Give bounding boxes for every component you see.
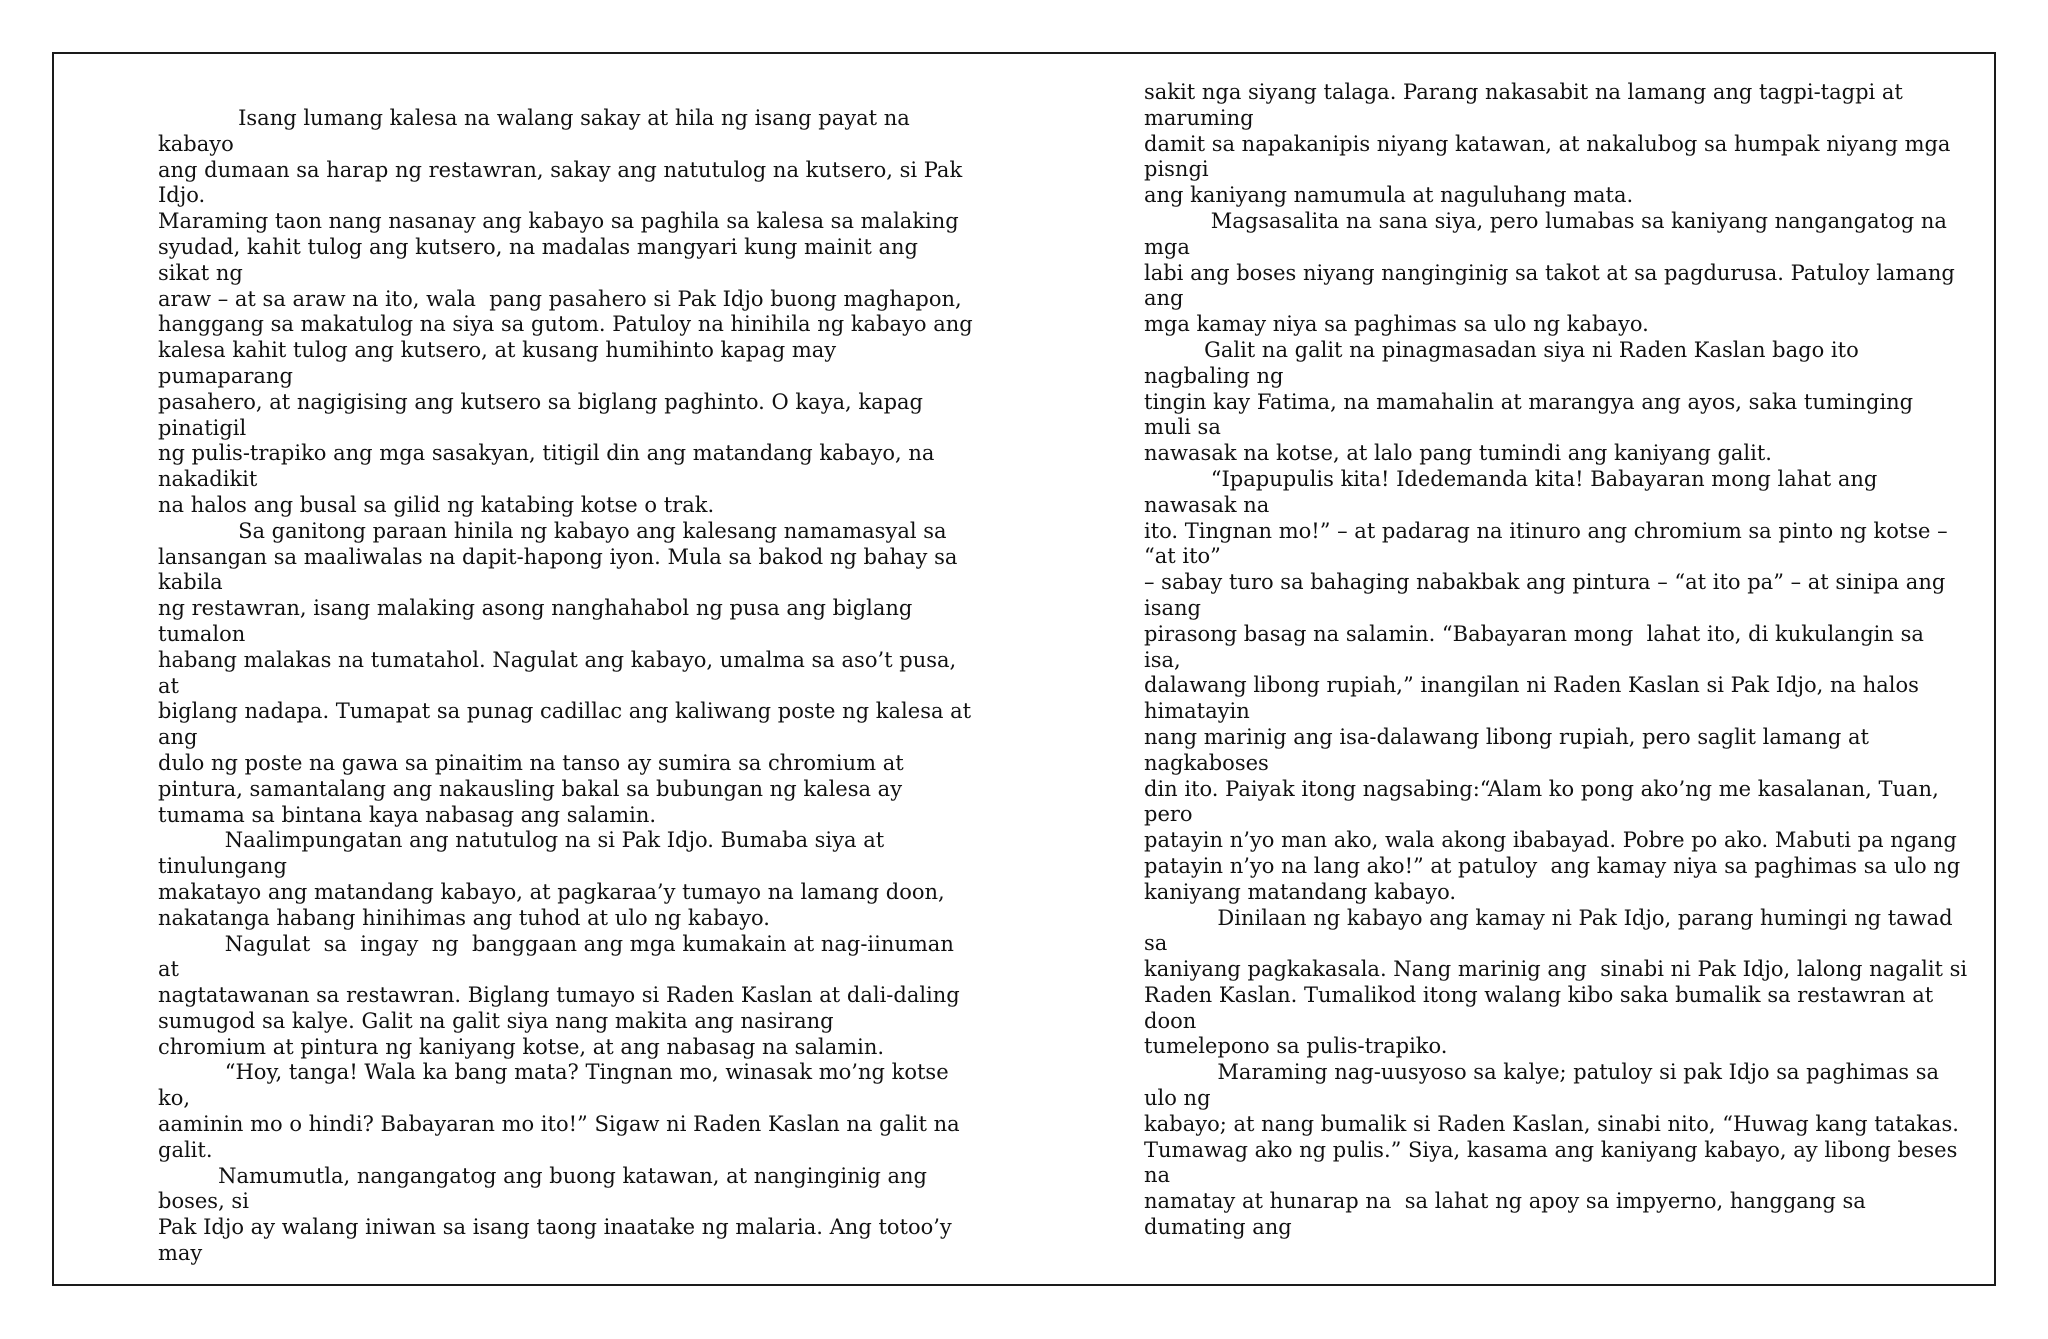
text-line: ng restawran, isang malaking asong nanghahabol ng pusa ang biglang [158,596,913,621]
text-line: Isang lumang kalesa na walang sakay at hila ng isang payat na [158,106,910,130]
left-text-column [158,106,973,1267]
text-line: nawasak na [1144,492,1270,517]
text-line: tinulungang [158,854,287,879]
text-line: pintura, samantalang ang nakausling bakal sa bubungan ng kalesa ay [158,776,903,801]
text-line: isang [1144,595,1201,620]
text-line: “Ipapupulis kita! Idedemanda kita! Babayaran mong lahat ang [1144,466,1878,491]
text-line: pisngi [1144,157,1209,182]
text-line: kabayo; at nang bumalik si Raden Kaslan, sinabi nito, “Huwag kang tatakas. [1144,1111,1959,1136]
text-line: Idjo. [158,183,206,208]
text-line: nang marinig ang isa-dalawang libong rupiah, pero saglit lamang at [1144,724,1869,749]
text-line: isa, [1144,647,1181,672]
text-line: maruming [1144,105,1254,130]
text-line: na halos ang busal sa gilid ng katabing kotse o trak. [158,492,715,517]
text-line: syudad, kahit tulog ang kutsero, na madalas mangyari kung mainit ang [158,234,918,259]
text-line: nagkaboses [1144,750,1269,775]
text-line: Galit na galit na pinagmasadan siya ni Raden Kaslan bago ito [1144,337,1859,362]
text-line: “at ito” [1144,544,1221,569]
text-line: nawasak na kotse, at lalo pang tumindi ang kaniyang galit. [1144,441,1772,466]
text-line: sumugod sa kalye. Galit na galit siya nang makita ang nasirang [158,1008,834,1033]
text-line: Magsasalita na sana siya, pero lumabas sa kaniyang nangangatog na [1144,208,1947,233]
text-line: ko, [158,1086,191,1111]
text-line: nakadikit [158,467,258,492]
text-line: labi ang boses niyang nanginginig sa takot at sa pagdurusa. Patuloy lamang [1144,260,1955,285]
text-line: ito. Tingnan mo!” – at padarag na itinuro ang chromium sa pinto ng kotse – [1144,518,1948,543]
text-line: na [1144,1163,1171,1188]
text-line: at [158,957,179,982]
text-line: damit sa napakanipis niyang katawan, at nakalubog sa humpak niyang mga [1144,131,1951,156]
text-line: tingin kay Fatima, na mamahalin at marangya ang ayos, saka tuminging [1144,389,1914,414]
text-line: pero [1144,802,1193,827]
text-line: namatay at hunarap na sa lahat ng apoy sa impyerno, hanggang sa [1144,1189,1866,1214]
text-line: biglang nadapa. Tumapat sa punag cadillac ang kaliwang poste ng kalesa at [158,699,972,724]
text-line: Nagulat sa ingay ng banggaan ang mga kumakain at nag-iinuman [158,931,954,956]
text-line: mga kamay niya sa paghimas sa ulo ng kabayo. [1144,312,1649,337]
text-line: ang [1144,286,1184,311]
text-line: patayin n’yo man ako, wala akong ibabayad. Pobre po ako. Mabuti pa ngang [1144,828,1957,853]
text-line: kaniyang matandang kabayo. [1144,879,1457,904]
text-line: pasahero, at nagigising ang kutsero sa biglang paghinto. O kaya, kapag [158,389,924,414]
text-line: ang [158,725,198,750]
text-line: sakit nga siyang talaga. Parang nakasabit na lamang ang tagpi-tagpi at [1144,80,1903,104]
text-line: Sa ganitong paraan hinila ng kabayo ang kalesang namamasyal sa [158,518,947,543]
text-line: kaniyang pagkakasala. Nang marinig ang sinabi ni Pak Idjo, lalong nagalit si [1144,957,1968,982]
text-line: dumating ang [1144,1215,1292,1240]
text-line: mga [1144,234,1190,259]
text-line: kalesa kahit tulog ang kutsero, at kusang humihinto kapag may [158,338,837,363]
text-line: dalawang libong rupiah,” inangilan ni Raden Kaslan si Pak Idjo, na halos [1144,673,1919,698]
text-line: aaminin mo o hindi? Babayaran mo ito!” Sigaw ni Raden Kaslan na galit na [158,1112,960,1137]
text-line: tumelepono sa pulis-trapiko. [1144,1034,1448,1059]
text-line: himatayin [1144,699,1250,724]
text-line: ang dumaan sa harap ng restawran, sakay ang natutulog na kutsero, si Pak [158,157,963,182]
text-line: sikat ng [158,260,243,285]
text-line: – sabay turo sa bahaging nabakbak ang pintura – “at ito pa” – at sinipa ang [1144,570,1946,595]
text-line: ulo ng [1144,1086,1211,1111]
text-line: Naalimpungatan ang natutulog na si Pak Idjo. Bumaba siya at [158,828,885,853]
text-line: araw – at sa araw na ito, wala pang pasahero si Pak Idjo buong maghapon, [158,286,962,311]
text-line: din ito. Paiyak itong nagsabing:“Alam ko pong ako’ng me kasalanan, Tuan, [1144,776,1939,801]
text-line: Dinilaan ng kabayo ang kamay ni Pak Idjo, parang humingi ng tawad [1144,905,1953,930]
text-line: muli sa [1144,415,1221,440]
text-line: ng pulis-trapiko ang mga sasakyan, titigil din ang matandang kabayo, na [158,441,935,466]
text-line: pumaparang [158,363,293,388]
text-line: nagtatawanan sa restawran. Biglang tumayo si Raden Kaslan at dali-daling [158,983,960,1008]
text-line: Tumawag ako ng pulis.” Siya, kasama ang kaniyang kabayo, ay libong beses [1144,1137,1958,1162]
text-line: boses, si [158,1189,249,1214]
text-line: “Hoy, tanga! Wala ka bang mata? Tingnan mo, winasak mo’ng kotse [158,1060,949,1085]
text-line: Namumutla, nangangatog ang buong katawan, at nanginginig ang [158,1163,927,1188]
text-line: lansangan sa maaliwalas na dapit-hapong iyon. Mula sa bakod ng bahay sa [158,544,958,569]
text-line: tumama sa bintana kaya nabasag ang salamin. [158,802,657,827]
text-line: may [158,1241,203,1266]
page-frame [52,52,1996,1286]
right-text-column [1144,80,1967,1241]
text-line: kabila [158,570,223,595]
text-line: at [158,673,179,698]
text-line: galit. [158,1137,213,1162]
text-line: kabayo [158,131,234,156]
text-line: ang kaniyang namumula at naguluhang mata. [1144,183,1634,208]
text-line: nakatanga habang hinihimas ang tuhod at ulo ng kabayo. [158,905,770,930]
text-line: Raden Kaslan. Tumalikod itong walang kibo saka bumalik sa restawran at [1144,982,1934,1007]
text-line: tumalon [158,621,246,646]
text-line: Maraming nag-uusyoso sa kalye; patuloy si pak Idjo sa paghimas sa [1144,1060,1939,1085]
text-line: hanggang sa makatulog na siya sa gutom. Patuloy na hinihila ng kabayo ang [158,312,973,337]
text-line: pinatigil [158,415,247,440]
text-line: chromium at pintura ng kaniyang kotse, at ang nabasag na salamin. [158,1034,885,1059]
text-line: habang malakas na tumatahol. Nagulat ang kabayo, umalma sa aso’t pusa, [158,647,957,672]
text-line: Maraming taon nang nasanay ang kabayo sa paghila sa kalesa sa malaking [158,209,959,234]
text-line: makatayo ang matandang kabayo, at pagkaraa’y tumayo na lamang doon, [158,879,945,904]
text-line: doon [1144,1008,1197,1033]
text-line: nagbaling ng [1144,363,1284,388]
text-line: sa [1144,931,1168,956]
text-line: dulo ng poste na gawa sa pinaitim na tanso ay sumira sa chromium at [158,750,904,775]
text-line: patayin n’yo na lang ako!” at patuloy ang kamay niya sa paghimas sa ulo ng [1144,853,1961,878]
text-line: pirasong basag na salamin. “Babayaran mong lahat ito, di kukulangin sa [1144,621,1924,646]
text-line: Pak Idjo ay walang iniwan sa isang taong inaatake ng malaria. Ang totoo’y [158,1215,952,1240]
